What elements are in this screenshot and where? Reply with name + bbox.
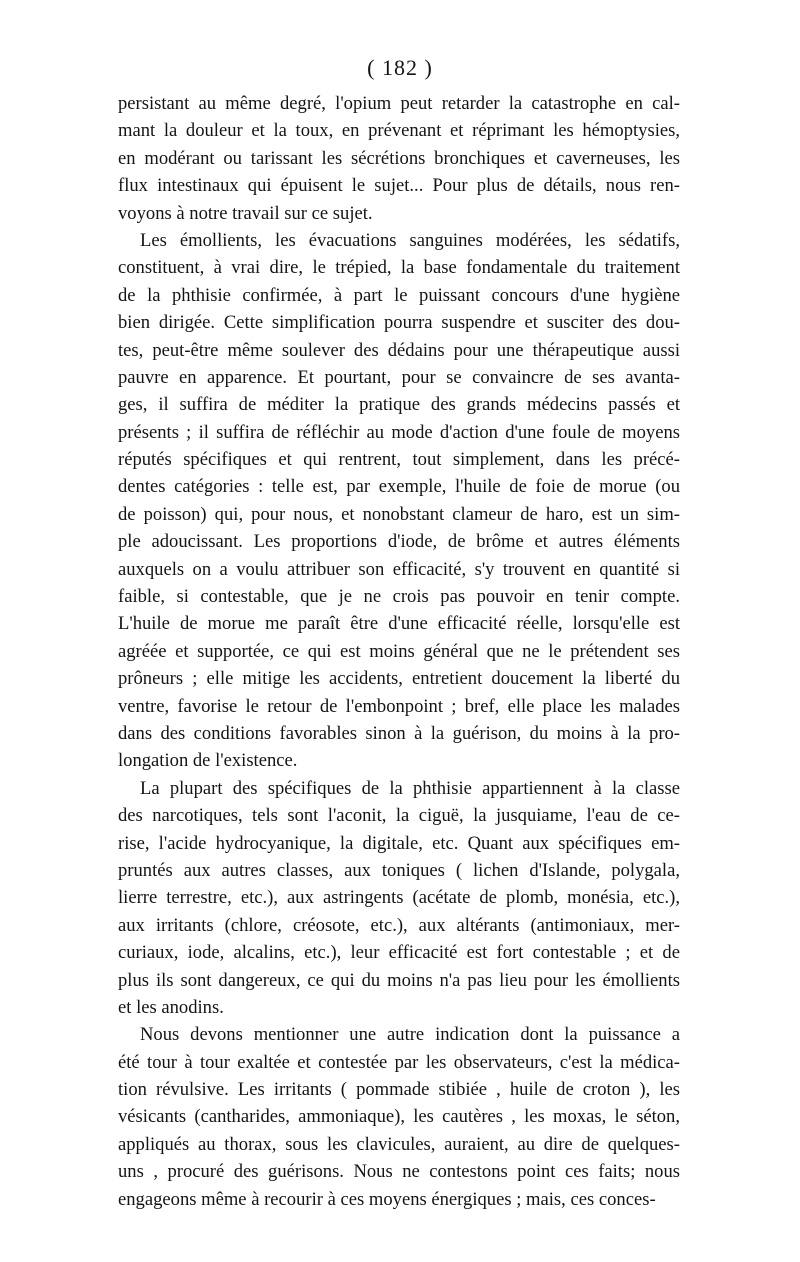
paragraph xyxy=(118,775,680,1022)
page-number: ( 182 ) xyxy=(367,55,433,80)
text-line: L'huile de morue me paraît être d'une efficacité réelle, lorsqu'elle est xyxy=(118,613,680,635)
text-line: voyons à notre travail sur ce sujet. xyxy=(118,202,373,224)
text-line: appliqués au thorax, sous les clavicules, auraient, au dire de quelques- xyxy=(118,1133,680,1155)
text-line: présents ; il suffira de réfléchir au mode d'action d'une foule de moyens xyxy=(118,421,680,443)
text-line: et les anodins. xyxy=(118,996,224,1018)
text-line: vésicants (cantharides, ammoniaque), les cautères , les moxas, le séton, xyxy=(118,1106,680,1128)
text-line: mant la douleur et la toux, en prévenant et réprimant les hémoptysies, xyxy=(118,120,680,142)
text-line: flux intestinaux qui épuisent le sujet... Pour plus de détails, nous ren- xyxy=(118,175,680,197)
text-line: de poisson) qui, pour nous, et nonobstant clameur de haro, est un sim- xyxy=(118,503,680,525)
text-line: Les émollients, les évacuations sanguines modérées, les sédatifs, xyxy=(140,229,680,251)
text-line: aux irritants (chlore, créosote, etc.), aux altérants (antimoniaux, mer- xyxy=(118,914,680,936)
paragraph xyxy=(118,90,680,227)
paragraph xyxy=(118,1021,680,1213)
text-line: rise, l'acide hydrocyanique, la digitale, etc. Quant aux spécifiques em- xyxy=(118,832,680,854)
text-line: tion révulsive. Les irritants ( pommade stibiée , huile de croton ), les xyxy=(118,1079,680,1101)
text-line: été tour à tour exaltée et contestée par les observateurs, c'est la médica- xyxy=(118,1051,680,1073)
text-line: ventre, favorise le retour de l'embonpoint ; bref, elle place les malades xyxy=(118,695,680,717)
text-line: agréée et supportée, ce qui est moins général que ne le prétendent ses xyxy=(118,640,680,662)
text-line: prôneurs ; elle mitige les accidents, entretient doucement la liberté du xyxy=(118,668,680,690)
text-line: de la phthisie confirmée, à part le puissant concours d'une hygiène xyxy=(118,284,680,306)
text-line: des narcotiques, tels sont l'aconit, la ciguë, la jusquiame, l'eau de ce- xyxy=(118,805,680,827)
text-line: longation de l'existence. xyxy=(118,750,298,772)
text-line: Nous devons mentionner une autre indication dont la puissance a xyxy=(140,1024,680,1046)
text-line: ges, il suffira de méditer la pratique des grands médecins passés et xyxy=(118,394,680,416)
text-line: uns , procuré des guérisons. Nous ne contestons point ces faits; nous xyxy=(118,1161,680,1183)
text-line: lierre terrestre, etc.), aux astringents (acétate de plomb, monésia, etc.), xyxy=(118,887,680,909)
text-line: dans des conditions favorables sinon à la guérison, du moins à la pro- xyxy=(118,722,680,744)
text-line: plus ils sont dangereux, ce qui du moins n'a pas lieu pour les émollients xyxy=(118,969,680,991)
text-line: en modérant ou tarissant les sécrétions bronchiques et caverneuses, les xyxy=(118,147,680,169)
paragraph xyxy=(118,227,680,775)
body-text xyxy=(118,90,680,1213)
text-line: pruntés aux autres classes, aux toniques ( lichen d'Islande, polygala, xyxy=(118,859,680,881)
text-line: tes, peut-être même soulever des dédains pour une thérapeutique aussi xyxy=(118,339,680,361)
text-line: faible, si contestable, que je ne crois pas pouvoir en tenir compte. xyxy=(118,586,680,608)
text-line: pauvre en apparence. Et pourtant, pour se convaincre de ses avanta- xyxy=(118,366,680,388)
text-line: ple adoucissant. Les proportions d'iode, de brôme et autres éléments xyxy=(118,531,680,553)
text-line: constituent, à vrai dire, le trépied, la base fondamentale du traitement xyxy=(118,257,680,279)
text-line: persistant au même degré, l'opium peut retarder la catastrophe en cal- xyxy=(118,93,680,114)
text-line: La plupart des spécifiques de la phthisie appartiennent à la classe xyxy=(140,777,680,799)
text-line: bien dirigée. Cette simplification pourra suspendre et susciter des dou- xyxy=(118,312,680,334)
text-line: auxquels on a voulu attribuer son efficacité, s'y trouvent en quantité si xyxy=(118,558,680,580)
text-line: curiaux, iode, alcalins, etc.), leur efficacité est fort contestable ; et de xyxy=(118,942,680,964)
text-line: engageons même à recourir à ces moyens énergiques ; mais, ces conces- xyxy=(118,1188,656,1210)
text-line: dentes catégories : telle est, par exemple, l'huile de foie de morue (ou xyxy=(118,476,680,498)
text-line: réputés spécifiques et qui rentrent, tout simplement, dans les précé- xyxy=(118,449,680,471)
